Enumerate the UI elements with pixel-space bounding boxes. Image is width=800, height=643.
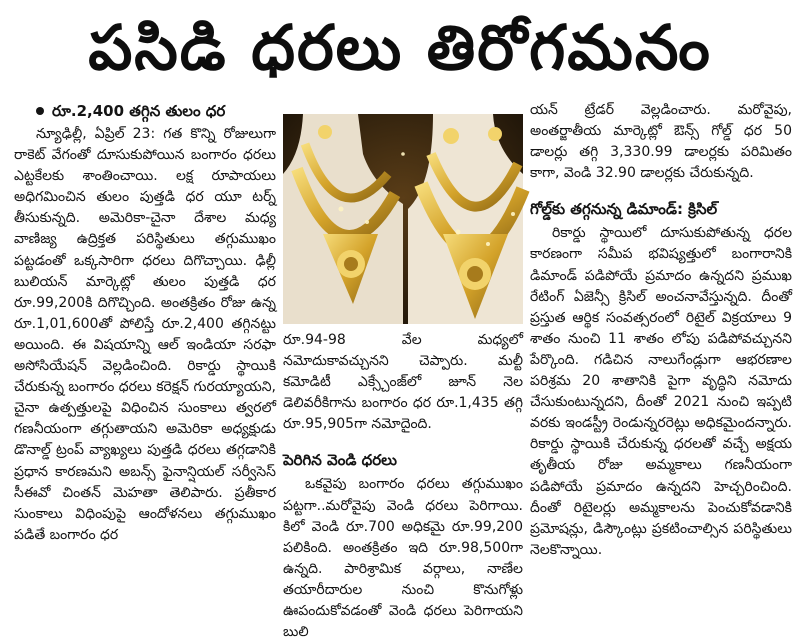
gold-jewellery-photo — [283, 114, 523, 324]
article-column-1 — [14, 100, 276, 620]
paragraph: న్యూఢిల్లీ, ఏప్రిల్ 23: గత కొన్ని రోజులుగా రాకెట్ వేగంతో దూసుకుపోయిన బంగారం ధరలు ఎట్టకేలకు శాంతించాయి. లక్ష రూపాయలు అధిగమించిన తులం పుత్తడి ధర యూ టర్న్ తీసుకున్నది. అమెరికా-చైనా దేశాల మధ్య వాణిజ్య ఉద్రిక్తత పరిస్థితులు తగ్గుముఖం పట్టడంతో ఒక్కసారిగా ధరలు దిగొచ్చాయి. ఢిల్లీ బులియన్ మార్కెట్లో తులం పుత్తడి ధర రూ.99,200కి దిగొచ్చింది. అంతక్రితం రోజు ఉన్న రూ.1,01,600తో పోలిస్తే రూ.2,400 తగ్గినట్టు అయింది. ఈ విషయాన్ని ఆల్ ఇండియా సరఫా అసోసియేషన్ వెల్లడించింది. రికార్డు స్థాయికి చేరుకున్న బంగారం ధరలు కరెక్షన్ గురయ్యాయని, చైనా ఉత్పత్తులపై విధించిన సుంకాలు త్వరలో గణనీయంగా తగ్గుతాయని అమెరికా అధ్యక్షుడు డొనాల్డ్ ట్రంప్ వ్యాఖ్యలు పుత్తడి ధరలు తగ్గడానికి ప్రధాన కారణమని అబన్స్ ఫైనాన్షియల్ సర్వీసెస్ సీఈవో చింతన్ మెహతా తెలిపారు. ప్రతీకార సుంకాలు విధింపుపై ఆందోళనలు తగ్గుముఖం పడితే బంగారం ధర — [14, 126, 276, 543]
paragraph: యన్ ట్రేడర్ వెల్లడించారు. మరోవైపు, అంతర్జాతీయ మార్కెట్లో ఔన్స్ గోల్డ్ ధర 50 డాలర్లు తగ్గి 3,330.99 డాలర్లకు పరిమితం కాగా, వెండి 32.90 డాలర్లకు చేరుకున్నది. — [530, 102, 792, 182]
subheading-crisil: గోల్డ్‌కు తగ్గనున్న డిమాండ్: క్రిసిల్ — [530, 200, 718, 219]
article-column-3 — [530, 100, 792, 620]
bullet-heading — [14, 100, 276, 122]
bullet-heading-text: రూ.2,400 తగ్గిన తులం ధర — [52, 102, 226, 120]
article-column-2 — [283, 330, 523, 641]
paragraph: రికార్డు స్థాయిలో దూసుకుపోతున్న ధరల కారణంగా సమీప భవిష్యత్తులో బంగారానికి డిమాండ్ పడిపోయే ప్రమాదం ఉన్నదని ప్రముఖ రేటింగ్ ఏజెన్సీ క్రిసిల్ అంచనావేస్తున్నది. దీంతో ప్రస్తుత ఆర్థిక సంవత్సరంలో రిటైల్ విక్రయాలు 9 శాతం నుంచి 11 శాతం లోపు పడిపోవచ్చునని పేర్కొంది. గడిచిన నాలుగేండ్లుగా ఆభరణాల పరిశ్రమ 20 శాతానికి పైగా వృద్ధిని నమోదు చేసుకుంటున్నదని, దీంతో 2021 నుంచి ఇప్పటి వరకు ఇండస్ట్రీ రెండున్నరరెట్లు అధికమైందన్నారు. రికార్డు స్థాయికి చేరుకున్న ధరలతో వచ్చే అక్షయ తృతీయ రోజు అమ్మకాలు గణనీయంగా పడిపోయే ప్రమాదం ఉన్నదని హెచ్చరించింది. దీంతో రిటైలర్లు అమ్మకాలను పెంచుకోవడానికి ప్రమోషన్లు, డిస్కౌంట్లు ప్రకటించాల్సిన పరిస్థితులు నెలకొన్నాయి. — [530, 225, 792, 558]
bullet-icon — [36, 107, 44, 115]
paragraph: ఒకవైపు బంగారం ధరలు తగ్గుముఖం పట్టగా..మరోవైపు వెండి ధరలు పెరిగాయి. కిలో వెండి రూ.700 అధికమై రూ.99,200 పలికింది. అంతక్రితం ఇది రూ.98,500గా ఉన్నది. పారిశ్రామిక వర్గాలు, నాణేల తయారీదారుల నుంచి కొనుగోళ్లు ఊపందుకోవడంతో వెండి ధరలు పెరిగాయని బులి — [283, 476, 523, 641]
subheading-silver: పెరిగిన వెండి ధరలు — [283, 451, 397, 470]
paragraph: రూ.94-98 వేల మధ్యలో నమోదుకావచ్చునని చెప్పారు. మల్టీ కమోడిటీ ఎక్స్చేంజ్‌లో జూన్ నెల డెలివరీకిగాను బంగారం ధర రూ.1,435 తగ్గి రూ.95,905గా నమోదైంది. — [283, 332, 523, 433]
headline: పసిడి ధరలు తిరోగమనం — [88, 11, 712, 84]
jewellery-illustration — [283, 114, 523, 324]
